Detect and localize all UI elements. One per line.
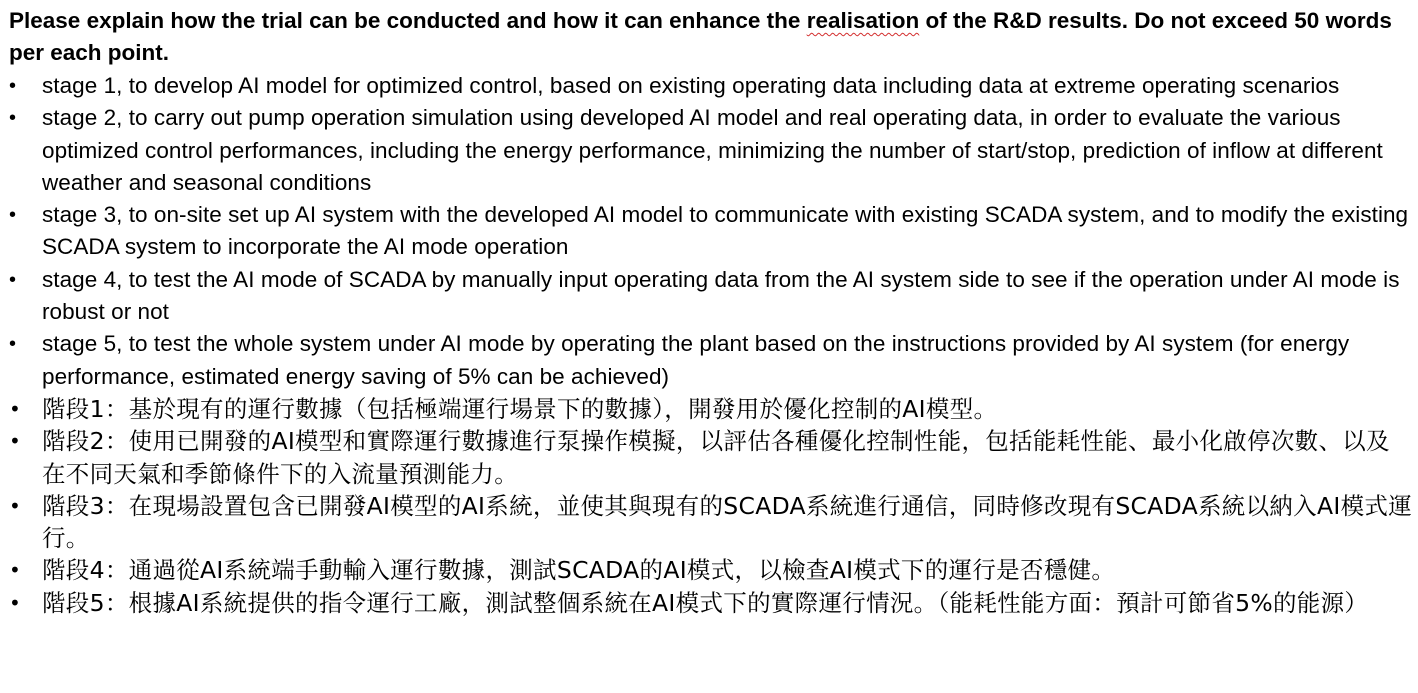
list-item-text: stage 2, to carry out pump operation simulation using developed AI model and real operating data, in order to evaluate the various optimized control performances, including the energy performance, minimizing the number of start/stop, prediction of inflow at different weather and seasonal conditions: [42, 105, 1383, 195]
bullet-icon: •: [9, 75, 17, 97]
list-item-stage-4-en: [9, 264, 1413, 329]
list-item-text: 階段3：在現場設置包含已開發AI模型的AI系統，並使其與現有的SCADA系統進行通信，同時修改現有SCADA系統以納入AI模式運行。: [42, 491, 1412, 553]
bullet-icon: •: [9, 333, 17, 356]
list-item-text: 階段4：通過從AI系統端手動輸入運行數據，測試SCADA的AI模式，以檢查AI模式下的運行是否穩健。: [42, 556, 1116, 585]
list-item-text: stage 3, to on-site set up AI system with the developed AI model to communicate with existing SCADA system, and to modify the existing SCADA system to incorporate the AI mode operation: [42, 202, 1409, 260]
list-item-stage-3-zh: [9, 490, 1413, 555]
list-item-text: 階段1：基於現有的運行數據（包括極端運行場景下的數據），開發用於優化控制的AI模型。: [42, 394, 998, 423]
list-item-stage-5-en: [9, 328, 1413, 393]
question-heading: [9, 5, 1413, 69]
list-item-text: stage 1, to develop AI model for optimized control, based on existing operating data including data at extreme operating scenarios: [42, 73, 1340, 98]
list-item-stage-3-en: [9, 199, 1413, 264]
list-item-text: stage 5, to test the whole system under AI mode by operating the plant based on the instructions provided by AI system (for energy performance, estimated energy saving of 5% can be achieved): [42, 331, 1350, 389]
heading-text-after: of the R&D results. Do not exceed 50 words per each point.: [9, 8, 1392, 65]
list-item-text: 階段5：根據AI系統提供的指令運行工廠，測試整個系統在AI模式下的實際運行情況。（能耗性能方面：預計可節省5%的能源）: [42, 588, 1369, 617]
stage-list: [9, 70, 1413, 619]
list-item-stage-1-en: [9, 70, 1413, 102]
document-body: [9, 5, 1413, 619]
bullet-icon: •: [9, 204, 17, 227]
bullet-icon: •: [9, 590, 22, 615]
list-item-stage-4-zh: [9, 554, 1413, 586]
list-item-stage-2-zh: [9, 425, 1413, 490]
bullet-icon: •: [9, 493, 22, 518]
list-item-stage-2-en: [9, 102, 1413, 199]
bullet-icon: •: [9, 396, 22, 421]
heading-text-before: Please explain how the trial can be conducted and how it can enhance the: [9, 8, 807, 33]
list-item-text: stage 4, to test the AI mode of SCADA by manually input operating data from the AI system side to see if the operation under AI mode is robust or not: [42, 266, 1400, 325]
heading-spellcheck-word: realisation: [806, 8, 920, 33]
list-item-stage-5-zh: [9, 587, 1413, 619]
list-item-text: 階段2：使用已開發的AI模型和實際運行數據進行泵操作模擬，以評估各種優化控制性能，包括能耗性能、最小化啟停次數、以及在不同天氣和季節條件下的入流量預測能力。: [42, 427, 1390, 488]
bullet-icon: •: [9, 107, 17, 130]
list-item-stage-1-zh: [9, 393, 1413, 425]
bullet-icon: •: [9, 558, 22, 583]
bullet-icon: •: [9, 268, 17, 291]
bullet-icon: •: [9, 429, 22, 454]
